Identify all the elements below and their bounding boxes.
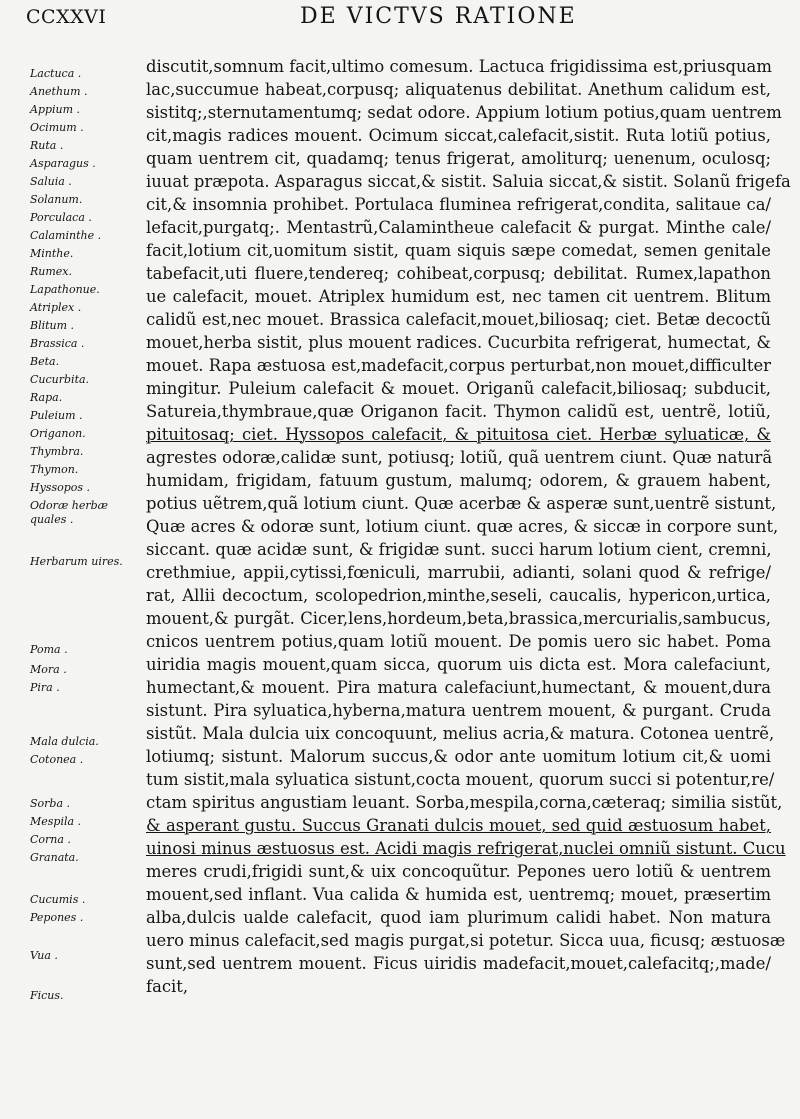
margin-note: Saluia . bbox=[30, 175, 72, 188]
text-line: Quæ acres & odoræ sunt, lotium ciunt. quæ acres, & siccæ in corpore sunt, bbox=[146, 517, 779, 536]
text-line: calidũ est,nec mouet. Brassica calefacit,mouet,biliosaq; ciet. Betæ decoctũ bbox=[146, 310, 771, 329]
text-line: sistũt. Mala dulcia uix concoquunt, melius acria,& matura. Cotonea uentrẽ, bbox=[146, 724, 775, 743]
margin-note: Mala dulcia. bbox=[30, 735, 99, 748]
text-line: mingitur. Puleium calefacit & mouet. Origanũ calefacit,biliosaq; subducit, bbox=[146, 379, 771, 398]
text-line: uiridia magis mouent,quam sicca, quorum uis dicta est. Mora calefaciunt, bbox=[146, 655, 771, 674]
margin-note: Ocimum . bbox=[30, 121, 84, 134]
text-line: siccant. quæ acidæ sunt, & frigidæ sunt. succi harum lotium cient, cremni, bbox=[146, 540, 772, 559]
running-head: DE VICTVS RATIONE bbox=[300, 4, 577, 29]
text-line: tabefacit,uti fluere,tendereq; cohibeat,corpusq; debilitat. Rumex,lapathon bbox=[146, 264, 771, 283]
text-line: mouet,herba sistit, plus mouent radices. Cucurbita refrigerat, humectat, & bbox=[146, 333, 771, 352]
text-line: humidam, frigidam, fatuum gustum, malumq; odorem, & grauem habent, bbox=[146, 471, 771, 490]
text-line: mouent,& purgãt. Cicer,lens,hordeum,beta,brassica,mercurialis,sambucus, bbox=[146, 609, 771, 628]
margin-note: Beta. bbox=[30, 355, 60, 368]
text-line: cnicos uentrem potius,quam lotiũ mouent. De pomis uero sic habet. Poma bbox=[146, 632, 771, 651]
margin-note: Mespila . bbox=[30, 815, 82, 828]
text-line: agrestes odoræ,calidæ sunt, potiusq; lotiũ, quã uentrem ciunt. Quæ naturã bbox=[146, 448, 773, 467]
text-line: ue calefacit, mouet. Atriplex humidum est, nec tamen cit uentrem. Blitum bbox=[146, 287, 771, 306]
margin-note: Thymbra. bbox=[30, 445, 84, 458]
text-line: meres crudi,frigidi sunt,& uix concoquũtur. Pepones uero lotiũ & uentrem bbox=[146, 862, 771, 881]
margin-note: Asparagus . bbox=[30, 157, 96, 170]
margin-note: Cucumis . bbox=[30, 893, 86, 906]
page-number: CCXXVI bbox=[26, 6, 107, 28]
text-line: rat, Allii decoctum, scolopedrion,minthe,seseli, caucalis, hypericon,urtica, bbox=[146, 586, 771, 605]
text-line: mouet. Rapa æstuosa est,madefacit,corpus perturbat,non mouet,difficulter bbox=[146, 356, 771, 375]
margin-note: quales . bbox=[30, 513, 74, 526]
text-line: sistunt. Pira syluatica,hyberna,matura uentrem mouent, & purgant. Cruda bbox=[146, 701, 771, 720]
margin-note: Pira . bbox=[30, 681, 60, 694]
margin-note: Thymon. bbox=[30, 463, 79, 476]
text-line-underlined: uinosi minus æstuosus est. Acidi magis refrigerat,nuclei omniũ sistunt. Cucu bbox=[146, 839, 786, 858]
text-line: cit,magis radices mouent. Ocimum siccat,calefacit,sistit. Ruta lotiũ potius, bbox=[146, 126, 771, 145]
margin-note: Solanum. bbox=[30, 193, 83, 206]
text-line: Satureia,thymbraue,quæ Origanon facit. Thymon calidũ est, uentrẽ, lotiũ, bbox=[146, 402, 771, 421]
text-line: potius uẽtrem,quã lotium ciunt. Quæ acerbæ & asperæ sunt,uentrẽ sistunt, bbox=[146, 494, 777, 513]
margin-note: Mora . bbox=[30, 663, 67, 676]
text-line-underlined: pituitosaq; ciet. Hyssopos calefacit, & pituitosa ciet. Herbæ syluaticæ, & bbox=[146, 425, 771, 444]
margin-note: Blitum . bbox=[30, 319, 75, 332]
margin-note: Ficus. bbox=[30, 989, 64, 1002]
text-line: crethmiue, appii,cytissi,fœniculi, marrubii, adianti, solani quod & refrige/ bbox=[146, 563, 771, 582]
margin-note: Minthe. bbox=[30, 247, 74, 260]
margin-note: Brassica . bbox=[30, 337, 85, 350]
margin-note: Poma . bbox=[30, 643, 68, 656]
text-line-underlined: & asperant gustu. Succus Granati dulcis mouet, sed quid æstuosum habet, bbox=[146, 816, 771, 835]
text-line: ctam spiritus angustiam leuant. Sorba,mespila,corna,cæteraq; similia sistũt, bbox=[146, 793, 783, 812]
text-line: lefacit,purgatq;. Mentastrũ,Calamintheue calefacit & purgat. Minthe cale/ bbox=[146, 218, 771, 237]
text-line: iuuat præpota. Asparagus siccat,& sistit. Saluia siccat,& sistit. Solanũ frigefa bbox=[146, 172, 791, 191]
margin-note: Pepones . bbox=[30, 911, 84, 924]
margin-note: Lactuca . bbox=[30, 67, 82, 80]
margin-note: Cotonea . bbox=[30, 753, 84, 766]
margin-note: Origanon. bbox=[30, 427, 86, 440]
text-line: facit, bbox=[146, 977, 189, 996]
margin-note: Ruta . bbox=[30, 139, 64, 152]
margin-note: Calaminthe . bbox=[30, 229, 102, 242]
text-line: sistitq;,sternutamentumq; sedat odore. Appium lotium potius,quam uentrem bbox=[146, 103, 782, 122]
margin-note: Granata. bbox=[30, 851, 79, 864]
margin-note: Sorba . bbox=[30, 797, 71, 810]
text-line: facit,lotium cit,uomitum sistit, quam siquis sæpe comedat, semen genitale bbox=[146, 241, 771, 260]
margin-note: Rapa. bbox=[30, 391, 63, 404]
text-line: quam uentrem cit, quadamq; tenus frigerat, amoliturq; uenenum, oculosq; bbox=[146, 149, 771, 168]
margin-note: Puleium . bbox=[30, 409, 83, 422]
text-line: lotiumq; sistunt. Malorum succus,& odor ante uomitum lotium cit,& uomi bbox=[146, 747, 771, 766]
margin-note: Odoræ herbæ bbox=[30, 499, 109, 512]
text-line: humectant,& mouent. Pira matura calefaciunt,humectant, & mouent,dura bbox=[146, 678, 771, 697]
margin-note: Rumex. bbox=[30, 265, 73, 278]
margin-note: Vua . bbox=[30, 949, 58, 962]
text-line: uero minus calefacit,sed magis purgat,si potetur. Sicca uua, ficusq; æstuosæ bbox=[146, 931, 786, 950]
text-line: alba,dulcis ualde calefacit, quod iam plurimum calidi habet. Non matura bbox=[146, 908, 771, 927]
text-line: discutit,somnum facit,ultimo comesum. Lactuca frigidissima est,priusquam bbox=[146, 57, 772, 76]
margin-note: Lapathonue. bbox=[30, 283, 100, 296]
text-line: lac,succumue habeat,corpusq; aliquatenus debilitat. Anethum calidum est, bbox=[146, 80, 771, 99]
margin-note: Herbarum uires. bbox=[30, 555, 123, 568]
text-line: tum sistit,mala syluatica sistunt,cocta mouent, quorum succi si potentur,re/ bbox=[146, 770, 775, 789]
margin-note: Anethum . bbox=[30, 85, 88, 98]
margin-note: Atriplex . bbox=[30, 301, 82, 314]
text-line: mouent,sed inflant. Vua calida & humida est, uentremq; mouet, præsertim bbox=[146, 885, 771, 904]
margin-note: Cucurbita. bbox=[30, 373, 90, 386]
margin-note: Corna . bbox=[30, 833, 71, 846]
margin-note: Hyssopos . bbox=[30, 481, 91, 494]
text-line: sunt,sed uentrem mouent. Ficus uiridis madefacit,mouet,calefacitq;,made/ bbox=[146, 954, 771, 973]
margin-note: Appium . bbox=[30, 103, 81, 116]
margin-note: Porculaca . bbox=[30, 211, 92, 224]
text-line: cit,& insomnia prohibet. Portulaca fluminea refrigerat,condita, salitaue ca/ bbox=[146, 195, 771, 214]
